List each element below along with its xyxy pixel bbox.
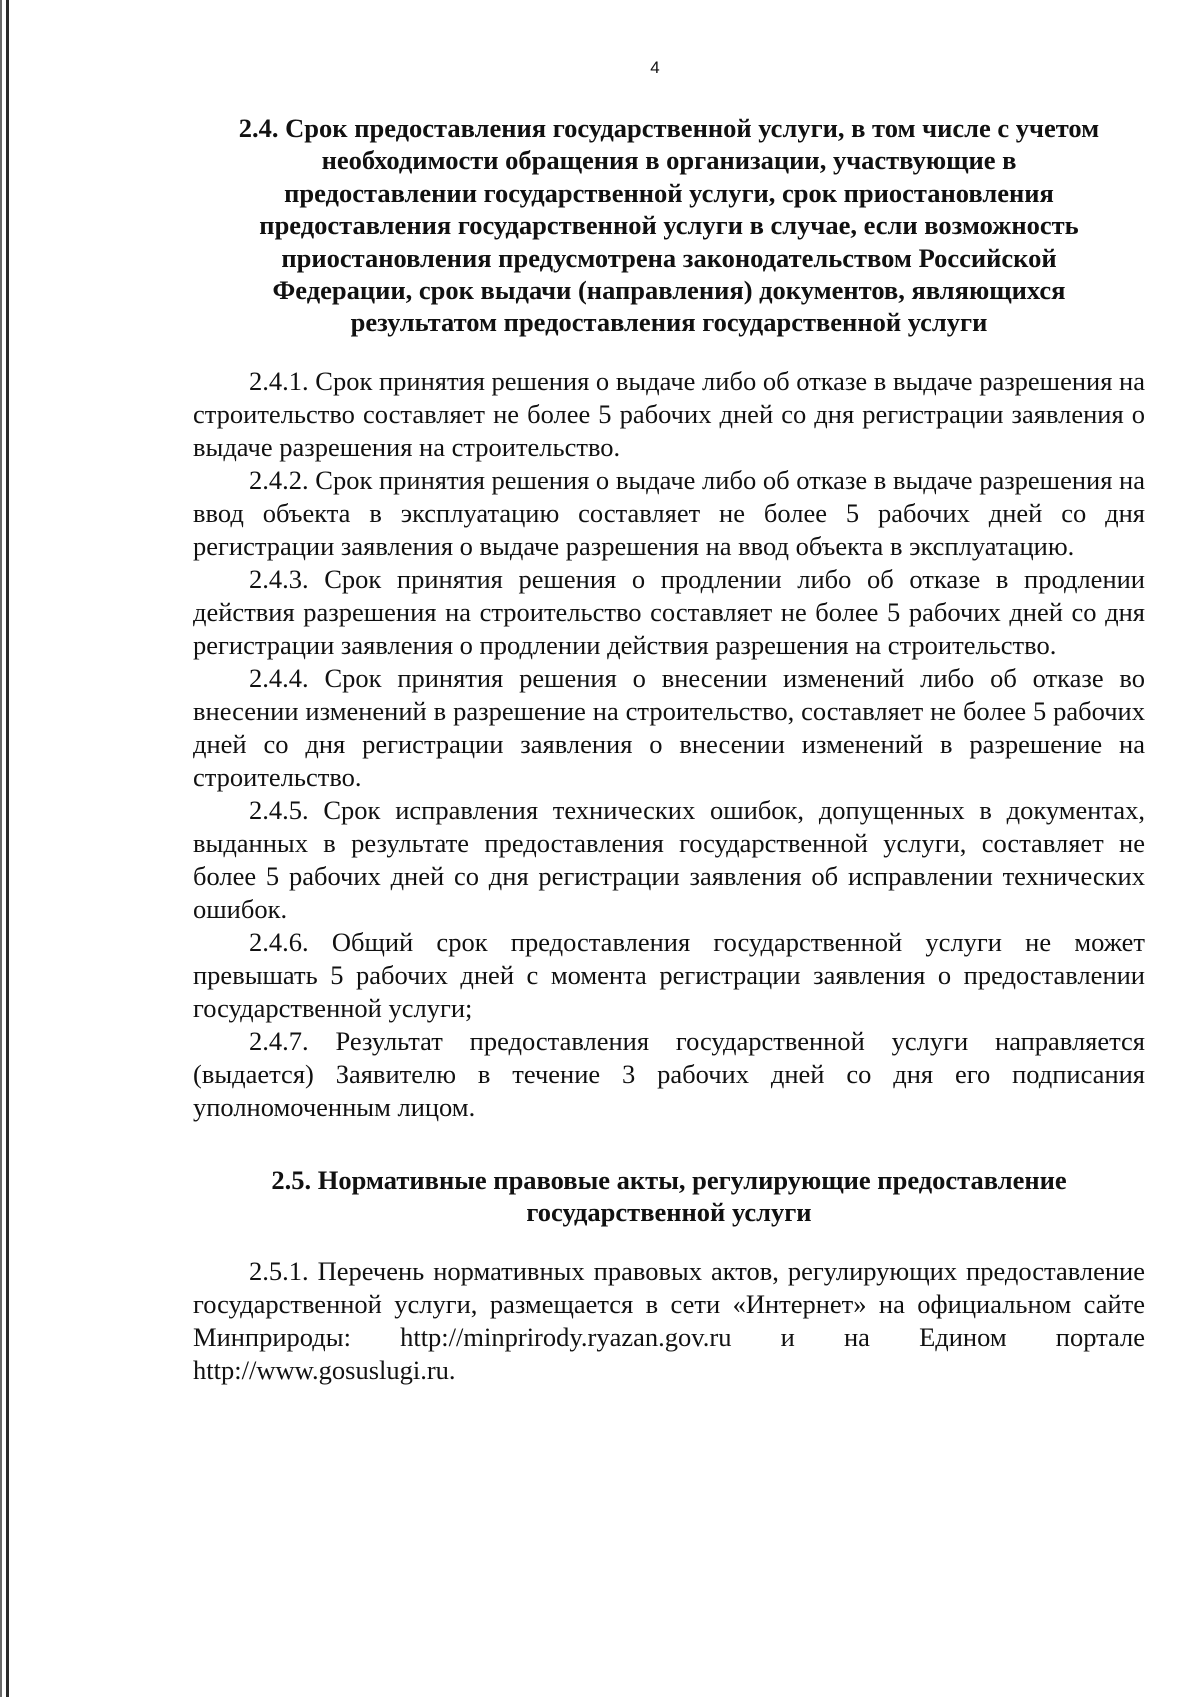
paragraph-2-4-1: 2.4.1. Срок принятия решения о выдаче либо об отказе в выдаче разрешения на строительство составляет не более 5 рабочих дней со дня регистрации заявления о выдаче разрешения на строительство. (193, 365, 1145, 462)
section-2-4-paragraphs (193, 365, 1145, 1124)
paragraph-2-4-7: 2.4.7. Результат предоставления государственной услуги направляется (выдается) Заявителю в течение 3 рабочих дней со дня его подписания уполномоченным лицом. (193, 1025, 1145, 1122)
page-number: 4 (650, 58, 660, 77)
scan-edge-shadow (0, 0, 2, 1697)
section-2-4-heading: 2.4. Срок предоставления государственной услуги, в том числе с учетом необходимости обращения в организации, участвующие в предоставлении государственной услуги, срок приостановления предоставления государственной услуги в случае, если возможность приостановления предусмотрена законодательством Российской Федерации, срок выдачи (направления) документов, являющихся результатом предоставления государственной услуги (238, 113, 1100, 338)
document-body (193, 112, 1145, 1387)
paragraph-2-4-6: 2.4.6. Общий срок предоставления государственной услуги не может превышать 5 рабочих дней с момента регистрации заявления о предоставлении государственной услуги; (193, 926, 1145, 1023)
section-2-5-paragraphs (193, 1255, 1145, 1387)
paragraph-2-4-5: 2.4.5. Срок исправления технических ошибок, допущенных в документах, выданных в результате предоставления государственной услуги, составляет не более 5 рабочих дней со дня регистрации заявления об исправлении технических ошибок. (193, 794, 1145, 924)
paragraph-2-4-3: 2.4.3. Срок принятия решения о продлении либо об отказе в продлении действия разрешения на строительство составляет не более 5 рабочих дней со дня регистрации заявления о продлении действия разрешения на строительство. (193, 563, 1145, 660)
paragraph-2-4-4: 2.4.4. Срок принятия решения о внесении изменений либо об отказе во внесении изменений в разрешение на строительство, составляет не более 5 рабочих дней со дня регистрации заявления о внесении изменений в разрешение на строительство. (193, 662, 1145, 792)
scan-edge-line (6, 0, 9, 1697)
paragraph-2-4-2: 2.4.2. Срок принятия решения о выдаче либо об отказе в выдаче разрешения на ввод объекта в эксплуатацию составляет не более 5 рабочих дней со дня регистрации заявления о выдаче разрешения на ввод объекта в эксплуатацию. (193, 464, 1145, 561)
paragraph-2-5-1: 2.5.1. Перечень нормативных правовых актов, регулирующих предоставление государственной услуги, размещается в сети «Интернет» на официальном сайте Минприроды: http://minprirody.ryazan.gov.ru и на Едином портале http://www.gosuslugi.ru. (193, 1255, 1145, 1385)
section-2-5-heading: 2.5. Нормативные правовые акты, регулирующие предоставление государственной услуги (271, 1164, 1067, 1228)
